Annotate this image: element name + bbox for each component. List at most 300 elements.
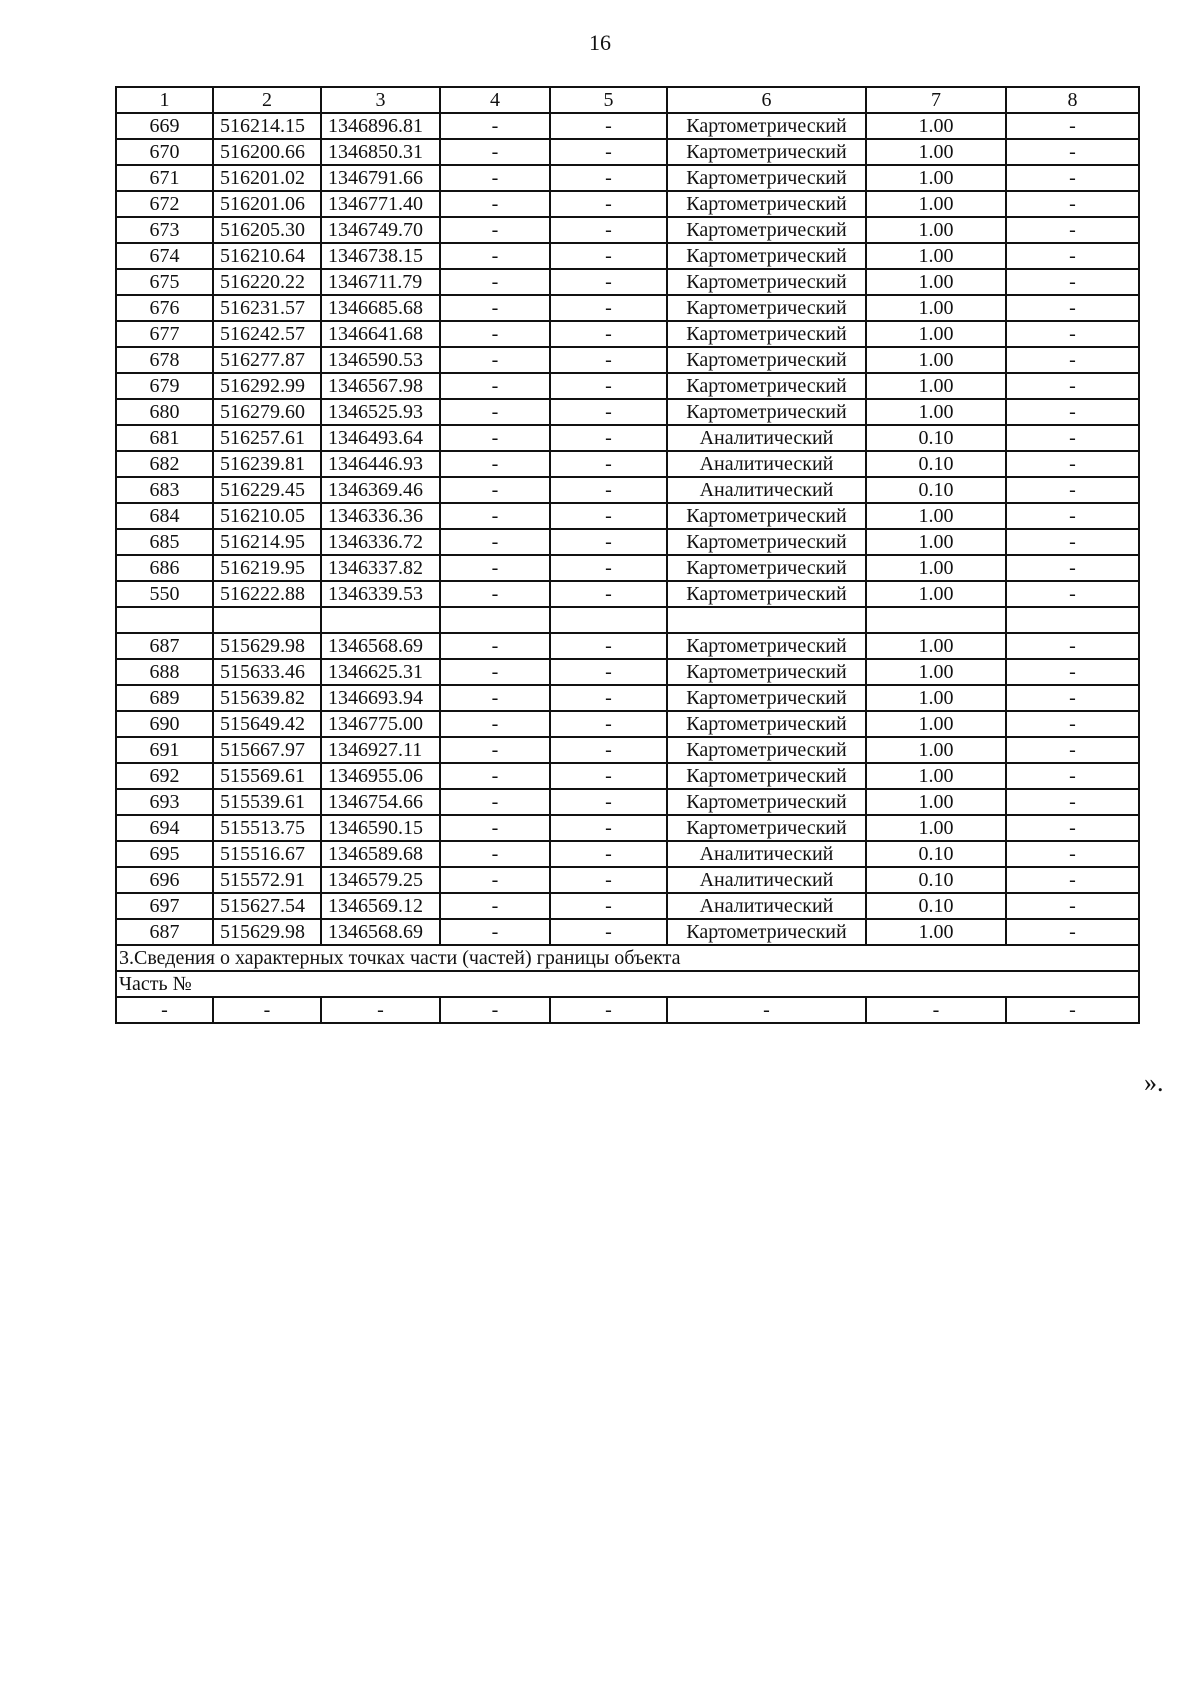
table-cell: - — [1006, 815, 1139, 841]
table-cell: 1.00 — [866, 373, 1006, 399]
table-row — [116, 113, 1139, 139]
table-cell: - — [1006, 321, 1139, 347]
table-cell — [550, 607, 667, 633]
table-cell: - — [440, 165, 550, 191]
table-cell: 1346493.64 — [321, 425, 440, 451]
table-cell — [866, 607, 1006, 633]
table-cell: - — [1006, 659, 1139, 685]
table-cell: 516222.88 — [213, 581, 321, 607]
table-cell: - — [440, 659, 550, 685]
table-cell: - — [550, 295, 667, 321]
table-cell: Картометрический — [667, 191, 866, 217]
table-cell: - — [1006, 997, 1139, 1023]
table-row — [116, 555, 1139, 581]
table-cell: Картометрический — [667, 139, 866, 165]
table-cell: - — [1006, 295, 1139, 321]
table-cell: 515629.98 — [213, 919, 321, 945]
table-cell: 516201.06 — [213, 191, 321, 217]
table-row — [116, 841, 1139, 867]
table-cell: Картометрический — [667, 919, 866, 945]
table-cell: 1.00 — [866, 269, 1006, 295]
table-cell: 681 — [116, 425, 213, 451]
table-cell: - — [440, 555, 550, 581]
table-cell: Картометрический — [667, 503, 866, 529]
table-cell: - — [1006, 269, 1139, 295]
table-cell: 682 — [116, 451, 213, 477]
table-cell: 515627.54 — [213, 893, 321, 919]
table-row — [116, 633, 1139, 659]
table-cell: - — [1006, 737, 1139, 763]
table-cell: - — [116, 997, 213, 1023]
table-row — [116, 659, 1139, 685]
table-cell: Картометрический — [667, 529, 866, 555]
table-cell: - — [550, 997, 667, 1023]
table-cell: 1.00 — [866, 113, 1006, 139]
table-cell: - — [550, 633, 667, 659]
table-cell: - — [440, 867, 550, 893]
table-row — [116, 191, 1139, 217]
table-cell: - — [1006, 191, 1139, 217]
table-cell: - — [440, 477, 550, 503]
table-cell: 515629.98 — [213, 633, 321, 659]
table-row — [116, 321, 1139, 347]
table-cell: 1346775.00 — [321, 711, 440, 737]
part-number-label: Часть № — [116, 971, 1139, 997]
table-row — [116, 581, 1139, 607]
table-cell: - — [866, 997, 1006, 1023]
table-cell: - — [550, 763, 667, 789]
table-cell: Картометрический — [667, 269, 866, 295]
table-cell: - — [440, 269, 550, 295]
table-cell: - — [550, 477, 667, 503]
table-cell: 1.00 — [866, 919, 1006, 945]
table-cell: - — [550, 581, 667, 607]
table-cell: 0.10 — [866, 893, 1006, 919]
table-cell: 689 — [116, 685, 213, 711]
table-cell: - — [550, 451, 667, 477]
table-cell: 516214.95 — [213, 529, 321, 555]
table-cell: - — [440, 217, 550, 243]
table-cell: 0.10 — [866, 477, 1006, 503]
table-cell: 515667.97 — [213, 737, 321, 763]
table-cell: - — [321, 997, 440, 1023]
table-cell: Картометрический — [667, 685, 866, 711]
table-row — [116, 789, 1139, 815]
table-row — [116, 477, 1139, 503]
table-cell: 1346569.12 — [321, 893, 440, 919]
table-cell: - — [1006, 477, 1139, 503]
table-row — [116, 295, 1139, 321]
table-cell: 1.00 — [866, 503, 1006, 529]
table-row — [116, 139, 1139, 165]
table-cell: Аналитический — [667, 867, 866, 893]
table-cell: Картометрический — [667, 789, 866, 815]
table-cell: 678 — [116, 347, 213, 373]
table-cell: 687 — [116, 919, 213, 945]
table-cell: 516292.99 — [213, 373, 321, 399]
table-cell: Картометрический — [667, 555, 866, 581]
table-cell: - — [440, 711, 550, 737]
table-cell: Картометрический — [667, 763, 866, 789]
table-cell: 695 — [116, 841, 213, 867]
table-cell: - — [550, 243, 667, 269]
page-number: 16 — [589, 30, 611, 55]
table-cell: 696 — [116, 867, 213, 893]
table-cell: - — [440, 997, 550, 1023]
table-cell: Картометрический — [667, 347, 866, 373]
table-cell: 1346579.25 — [321, 867, 440, 893]
table-row — [116, 217, 1139, 243]
table-cell: 1346568.69 — [321, 633, 440, 659]
table-cell: 1346955.06 — [321, 763, 440, 789]
table-cell: Картометрический — [667, 165, 866, 191]
table-cell: 0.10 — [866, 867, 1006, 893]
table-cell: - — [667, 997, 866, 1023]
table-cell: 1.00 — [866, 165, 1006, 191]
table-cell: - — [550, 711, 667, 737]
table-cell: 1.00 — [866, 243, 1006, 269]
table-cell: 515633.46 — [213, 659, 321, 685]
table-row — [116, 815, 1139, 841]
table-cell: 2 — [213, 87, 321, 113]
table-cell: - — [1006, 529, 1139, 555]
table-cell: 550 — [116, 581, 213, 607]
table-cell — [213, 607, 321, 633]
table-cell: 1.00 — [866, 347, 1006, 373]
table-cell: 516210.64 — [213, 243, 321, 269]
table-cell: 690 — [116, 711, 213, 737]
table-cell: 0.10 — [866, 451, 1006, 477]
table-cell: - — [550, 399, 667, 425]
table-cell: 516200.66 — [213, 139, 321, 165]
table-cell: Аналитический — [667, 841, 866, 867]
table-row — [116, 685, 1139, 711]
table-cell: 1346589.68 — [321, 841, 440, 867]
table-cell: - — [440, 243, 550, 269]
table-cell: 672 — [116, 191, 213, 217]
table-cell: 1346754.66 — [321, 789, 440, 815]
part-label-row — [116, 971, 1139, 997]
table-cell: 0.10 — [866, 841, 1006, 867]
table-cell: - — [550, 815, 667, 841]
table-row — [116, 893, 1139, 919]
table-cell: 1346927.11 — [321, 737, 440, 763]
table-cell: - — [1006, 789, 1139, 815]
table-cell: 515516.67 — [213, 841, 321, 867]
table-cell: - — [1006, 867, 1139, 893]
table-cell: 1.00 — [866, 581, 1006, 607]
table-cell: 1346850.31 — [321, 139, 440, 165]
table-cell: - — [440, 113, 550, 139]
table-cell: - — [1006, 581, 1139, 607]
table-cell: 516220.22 — [213, 269, 321, 295]
table-cell: - — [440, 347, 550, 373]
table-cell: - — [1006, 113, 1139, 139]
table-cell: 516257.61 — [213, 425, 321, 451]
table-cell: - — [550, 165, 667, 191]
section-title-row — [116, 945, 1139, 971]
table-cell: 697 — [116, 893, 213, 919]
table-row — [116, 347, 1139, 373]
table-cell: - — [550, 321, 667, 347]
table-cell: 516277.87 — [213, 347, 321, 373]
table-cell: - — [1006, 165, 1139, 191]
table-cell: 1346625.31 — [321, 659, 440, 685]
table-cell: 515539.61 — [213, 789, 321, 815]
table-cell: 516279.60 — [213, 399, 321, 425]
table-cell: 669 — [116, 113, 213, 139]
table-cell: Аналитический — [667, 425, 866, 451]
table-cell: 1346590.15 — [321, 815, 440, 841]
table-cell: Картометрический — [667, 399, 866, 425]
table-cell: 685 — [116, 529, 213, 555]
table-cell: 1346567.98 — [321, 373, 440, 399]
table-row — [116, 763, 1139, 789]
table-cell: - — [550, 555, 667, 581]
table-cell: 1346685.68 — [321, 295, 440, 321]
table-cell: - — [550, 841, 667, 867]
table-cell: 3 — [321, 87, 440, 113]
table-cell: Картометрический — [667, 373, 866, 399]
table-cell: 515569.61 — [213, 763, 321, 789]
section-3-title: 3.Сведения о характерных точках части (частей) границы объекта — [116, 945, 1139, 971]
table-cell: - — [440, 295, 550, 321]
table-cell: - — [550, 217, 667, 243]
table-cell: - — [440, 321, 550, 347]
table-cell: - — [1006, 919, 1139, 945]
table-cell: - — [550, 659, 667, 685]
table-row — [116, 711, 1139, 737]
table-cell: 676 — [116, 295, 213, 321]
table-cell: - — [550, 867, 667, 893]
table-cell: Картометрический — [667, 113, 866, 139]
table-cell: 516219.95 — [213, 555, 321, 581]
table-cell: 687 — [116, 633, 213, 659]
table-cell: - — [440, 841, 550, 867]
table-cell: 1.00 — [866, 321, 1006, 347]
table-cell: - — [550, 893, 667, 919]
table-cell: 515649.42 — [213, 711, 321, 737]
table-cell: 671 — [116, 165, 213, 191]
table-cell: - — [1006, 243, 1139, 269]
table-cell: Картометрический — [667, 217, 866, 243]
table-cell: 4 — [440, 87, 550, 113]
table-cell: - — [1006, 633, 1139, 659]
table-cell: 516214.15 — [213, 113, 321, 139]
table-cell: - — [440, 191, 550, 217]
table-row — [116, 269, 1139, 295]
table-cell: 1346711.79 — [321, 269, 440, 295]
table-cell: 683 — [116, 477, 213, 503]
table-cell — [321, 607, 440, 633]
table-cell: Картометрический — [667, 243, 866, 269]
table-cell: 1.00 — [866, 737, 1006, 763]
table-cell: Картометрический — [667, 581, 866, 607]
table-cell: - — [1006, 347, 1139, 373]
table-cell: 515639.82 — [213, 685, 321, 711]
table-cell: - — [440, 815, 550, 841]
table-cell: - — [1006, 711, 1139, 737]
table-row — [116, 997, 1139, 1023]
table-cell: - — [440, 139, 550, 165]
table-cell: 1.00 — [866, 217, 1006, 243]
table-cell: - — [440, 503, 550, 529]
table-cell: 1346446.93 — [321, 451, 440, 477]
table-cell: 1346791.66 — [321, 165, 440, 191]
table-cell: 1346369.46 — [321, 477, 440, 503]
table-cell: - — [440, 451, 550, 477]
table-cell: 1.00 — [866, 555, 1006, 581]
table-cell: 6 — [667, 87, 866, 113]
table-cell: 1346336.72 — [321, 529, 440, 555]
table-cell: - — [440, 529, 550, 555]
table-cell: Аналитический — [667, 451, 866, 477]
table-cell: Картометрический — [667, 633, 866, 659]
table-cell: - — [550, 347, 667, 373]
table-cell: - — [213, 997, 321, 1023]
table-cell: 694 — [116, 815, 213, 841]
table-cell: - — [550, 919, 667, 945]
table-cell: - — [440, 919, 550, 945]
table-spacer-row — [116, 607, 1139, 633]
table-cell: 1.00 — [866, 711, 1006, 737]
table-cell: 5 — [550, 87, 667, 113]
table-cell: 1346771.40 — [321, 191, 440, 217]
table-cell: 1.00 — [866, 815, 1006, 841]
table-cell: 1346337.82 — [321, 555, 440, 581]
table-row — [116, 373, 1139, 399]
table-cell: 674 — [116, 243, 213, 269]
table-cell: 1346738.15 — [321, 243, 440, 269]
table-cell: 1346749.70 — [321, 217, 440, 243]
table-cell: 516231.57 — [213, 295, 321, 321]
table-cell: - — [550, 373, 667, 399]
table-cell: - — [440, 893, 550, 919]
table-cell: - — [1006, 685, 1139, 711]
table-cell: 516242.57 — [213, 321, 321, 347]
table-cell: 688 — [116, 659, 213, 685]
table-cell: Картометрический — [667, 711, 866, 737]
table-cell: 1.00 — [866, 659, 1006, 685]
table-cell: 1.00 — [866, 763, 1006, 789]
table-cell: 677 — [116, 321, 213, 347]
table-cell: 692 — [116, 763, 213, 789]
table-cell: 1.00 — [866, 685, 1006, 711]
table-row — [116, 529, 1139, 555]
table-cell: 675 — [116, 269, 213, 295]
table-header-row — [116, 87, 1139, 113]
table-cell: - — [550, 737, 667, 763]
table-cell: - — [440, 399, 550, 425]
table-cell: 516229.45 — [213, 477, 321, 503]
table-cell: 1.00 — [866, 399, 1006, 425]
table-cell: - — [440, 633, 550, 659]
table-cell: Картометрический — [667, 659, 866, 685]
table-cell: 1 — [116, 87, 213, 113]
table-cell: 1346641.68 — [321, 321, 440, 347]
table-cell: - — [440, 763, 550, 789]
table-cell: - — [550, 529, 667, 555]
table-cell: 673 — [116, 217, 213, 243]
table-cell: Картометрический — [667, 295, 866, 321]
table-cell: 1346693.94 — [321, 685, 440, 711]
table-cell: 1.00 — [866, 789, 1006, 815]
table-cell: 0.10 — [866, 425, 1006, 451]
table-cell: 1346590.53 — [321, 347, 440, 373]
table-cell: - — [1006, 425, 1139, 451]
table-cell: 1.00 — [866, 139, 1006, 165]
table-cell: 515572.91 — [213, 867, 321, 893]
table-cell: 1.00 — [866, 191, 1006, 217]
table-cell: 1.00 — [866, 633, 1006, 659]
table-cell: - — [550, 503, 667, 529]
table-cell — [440, 607, 550, 633]
table-cell: 684 — [116, 503, 213, 529]
table-cell: 1346525.93 — [321, 399, 440, 425]
table-cell: Аналитический — [667, 893, 866, 919]
table-row — [116, 399, 1139, 425]
table-cell: 686 — [116, 555, 213, 581]
table-row — [116, 503, 1139, 529]
table-cell: 680 — [116, 399, 213, 425]
table-cell: 516205.30 — [213, 217, 321, 243]
table-cell: - — [1006, 217, 1139, 243]
table-cell: - — [550, 425, 667, 451]
table-row — [116, 165, 1139, 191]
table-cell — [1006, 607, 1139, 633]
table-cell: - — [550, 269, 667, 295]
table-cell: 1.00 — [866, 529, 1006, 555]
table-cell: 1346896.81 — [321, 113, 440, 139]
table-cell: - — [550, 191, 667, 217]
table-cell: - — [440, 425, 550, 451]
table-cell: - — [1006, 841, 1139, 867]
table-cell: 516239.81 — [213, 451, 321, 477]
table-cell: - — [1006, 555, 1139, 581]
table-cell: - — [1006, 451, 1139, 477]
table-cell: - — [1006, 763, 1139, 789]
table-cell: - — [1006, 139, 1139, 165]
table-row — [116, 425, 1139, 451]
table-cell: Аналитический — [667, 477, 866, 503]
table-row — [116, 243, 1139, 269]
table-cell: - — [440, 789, 550, 815]
table-cell: 8 — [1006, 87, 1139, 113]
table-cell: - — [440, 373, 550, 399]
table-cell: - — [1006, 399, 1139, 425]
table-cell: - — [1006, 893, 1139, 919]
table-cell: - — [1006, 373, 1139, 399]
table-cell: - — [550, 139, 667, 165]
table-row — [116, 737, 1139, 763]
table-cell: - — [550, 113, 667, 139]
table-cell: - — [550, 789, 667, 815]
closing-quote: ». — [1144, 1068, 1164, 1097]
table-cell: 679 — [116, 373, 213, 399]
table-cell: Картометрический — [667, 321, 866, 347]
table-cell: 515513.75 — [213, 815, 321, 841]
table-cell: Картометрический — [667, 737, 866, 763]
table-cell: 516201.02 — [213, 165, 321, 191]
table-cell: - — [440, 737, 550, 763]
table-row — [116, 451, 1139, 477]
table-cell — [116, 607, 213, 633]
coordinates-table — [115, 86, 1140, 1024]
table-row — [116, 919, 1139, 945]
table-cell — [667, 607, 866, 633]
table-cell: 7 — [866, 87, 1006, 113]
table-cell: - — [440, 685, 550, 711]
